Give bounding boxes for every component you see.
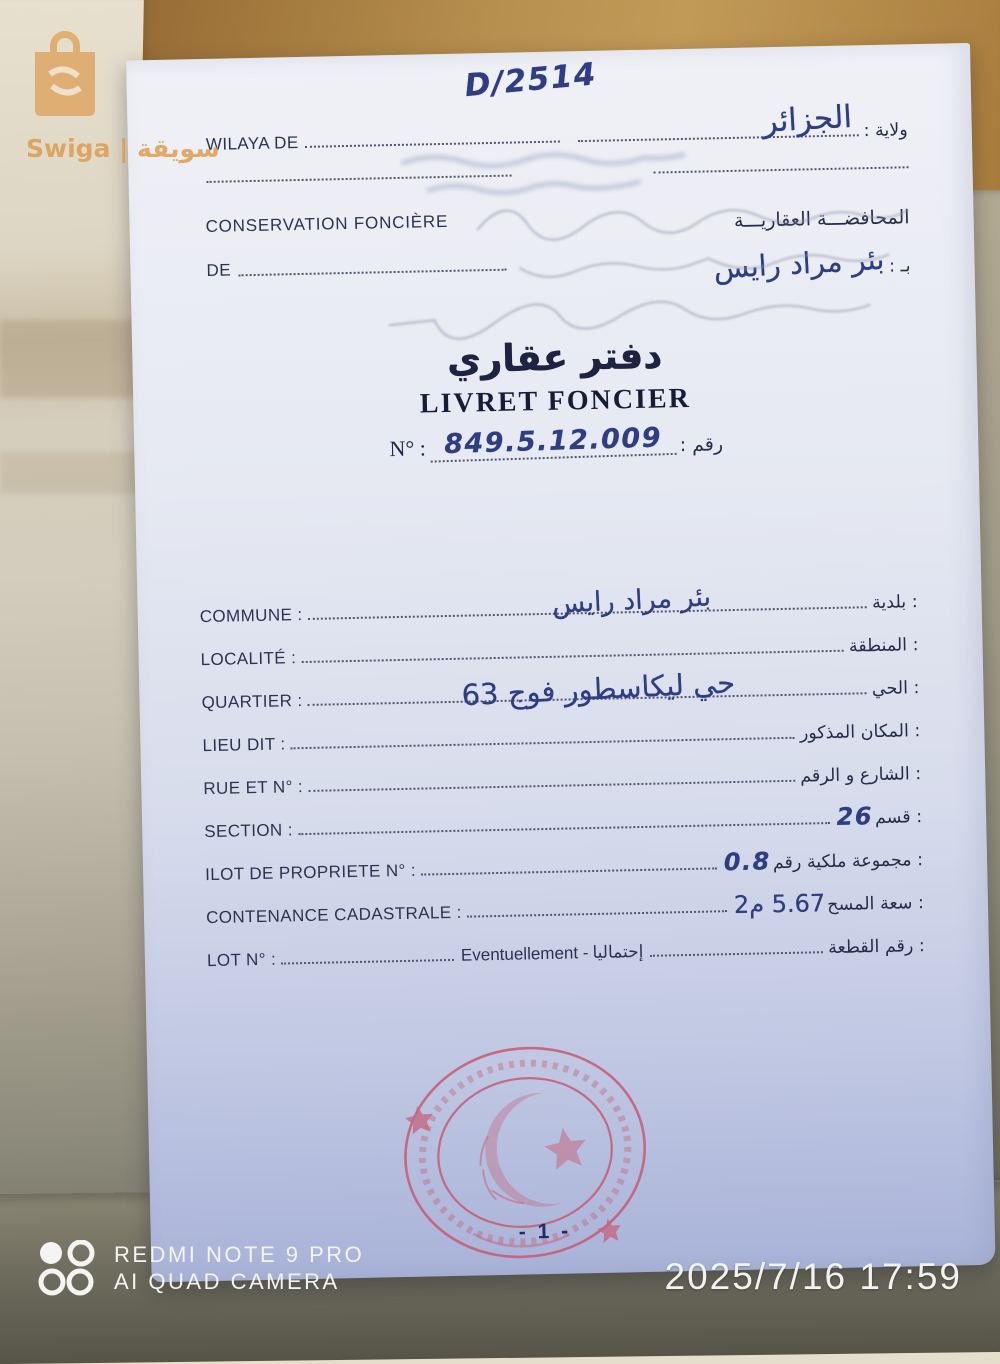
contenance-label-ar: سعة المسح : bbox=[827, 893, 924, 915]
field-row-commune bbox=[199, 582, 917, 627]
dotted-line bbox=[291, 737, 795, 750]
contenance-label-fr: CONTENANCE CADASTRALE : bbox=[206, 903, 462, 928]
conservation-handwritten-value: بئر مراد رايس bbox=[713, 242, 886, 285]
dotted-line bbox=[308, 606, 868, 620]
field-row-quartier bbox=[201, 668, 919, 713]
section-label-fr: SECTION : bbox=[204, 820, 293, 842]
localite-label-fr: LOCALITÉ : bbox=[200, 648, 296, 670]
store-watermark bbox=[20, 22, 110, 127]
conservation-prefix-ar: بـ : bbox=[889, 256, 911, 276]
dotted-line bbox=[298, 822, 830, 835]
lieu-dit-label-fr: LIEU DIT : bbox=[202, 734, 285, 756]
wilaya-handwritten-value: الجزائر bbox=[762, 99, 853, 140]
conservation-label-ar: المحافضـــة العقاريـــة bbox=[713, 206, 910, 232]
shopping-bag-icon bbox=[20, 22, 110, 122]
rue-label-fr: RUE ET N° : bbox=[203, 777, 303, 799]
camera-watermark bbox=[38, 1240, 364, 1296]
dotted-line bbox=[301, 650, 844, 663]
lot-ihtimalia-label: إحتماليا bbox=[592, 942, 643, 963]
field-row-localite bbox=[200, 625, 918, 670]
lot-label-ar: رقم القطعة : bbox=[828, 936, 925, 958]
wilaya-label-ar: ولاية : bbox=[863, 120, 908, 141]
redmi-ai-logo-icon bbox=[38, 1240, 96, 1296]
conservation-de-label: DE bbox=[206, 260, 231, 281]
dotted-line bbox=[308, 692, 867, 706]
camera-model: REDMI NOTE 9 PRO bbox=[114, 1241, 364, 1268]
dotted-line bbox=[650, 951, 823, 957]
field-row-rue bbox=[203, 754, 921, 799]
handwritten-reference: D/2514 bbox=[463, 56, 598, 104]
number-label-fr: N° : bbox=[389, 435, 426, 462]
camera-watermark-text bbox=[114, 1241, 364, 1295]
dotted-line bbox=[421, 867, 717, 875]
number-label-ar: : رقم bbox=[679, 433, 723, 456]
commune-handwritten-value: بئر مراد رايس bbox=[552, 581, 712, 619]
quartier-handwritten-value: حي ليكاسطور فوج 63 bbox=[461, 665, 736, 712]
dotted-line bbox=[467, 910, 727, 917]
field-row-ilot bbox=[205, 840, 923, 885]
quartier-label-ar: الحي : bbox=[872, 678, 920, 699]
lieu-dit-label-ar: المكان المذكور : bbox=[800, 721, 921, 744]
commune-label-fr: COMMUNE : bbox=[200, 605, 303, 627]
commune-label-ar: بلدية : bbox=[872, 592, 918, 613]
timestamp-watermark: 2025/7/16 17:59 bbox=[665, 1256, 962, 1298]
ilot-label-fr: ILOT DE PROPRIETE N° : bbox=[205, 861, 416, 885]
section-label-ar: قسم : bbox=[875, 807, 923, 828]
camera-feature: AI QUAD CAMERA bbox=[114, 1268, 364, 1295]
title-french: LIVRET FONCIER bbox=[133, 377, 977, 427]
contenance-handwritten-value: 5.67 م2 bbox=[734, 889, 826, 919]
field-row-lot bbox=[207, 926, 925, 971]
booklet-number-value: 849.5.12.009 bbox=[429, 422, 676, 463]
localite-label-ar: المنطقة : bbox=[849, 635, 919, 656]
ilot-handwritten-value: 0.8 bbox=[724, 847, 772, 876]
conservation-label-fr: CONSERVATION FONCIÈRE bbox=[205, 211, 506, 237]
quartier-label-fr: QUARTIER : bbox=[201, 691, 302, 713]
rue-label-ar: الشارع و الرقم : bbox=[800, 764, 921, 787]
store-watermark-text: Swiga | سويقة bbox=[26, 134, 220, 163]
title-arabic: دفتر عقاري bbox=[132, 327, 977, 388]
wilaya-label-fr: WILAYA DE bbox=[206, 133, 299, 155]
dotted-line bbox=[281, 959, 454, 965]
field-row-section bbox=[204, 797, 922, 842]
booklet-number-row bbox=[134, 417, 979, 468]
faint-pencil-notes bbox=[267, 182, 920, 356]
section-handwritten-value: 26 bbox=[836, 802, 873, 831]
field-row-contenance bbox=[206, 883, 924, 928]
field-list bbox=[199, 582, 925, 984]
lot-eventuellement-label: Eventuellement - bbox=[461, 943, 589, 966]
ilot-label-ar: مجموعة ملكية رقم : bbox=[773, 850, 924, 873]
field-row-lieu-dit bbox=[202, 711, 920, 756]
lot-label-fr: LOT N° : bbox=[207, 950, 277, 971]
dotted-line bbox=[308, 780, 795, 792]
livret-foncier-page bbox=[126, 43, 995, 1282]
page-number: - 1 - bbox=[518, 1220, 571, 1245]
